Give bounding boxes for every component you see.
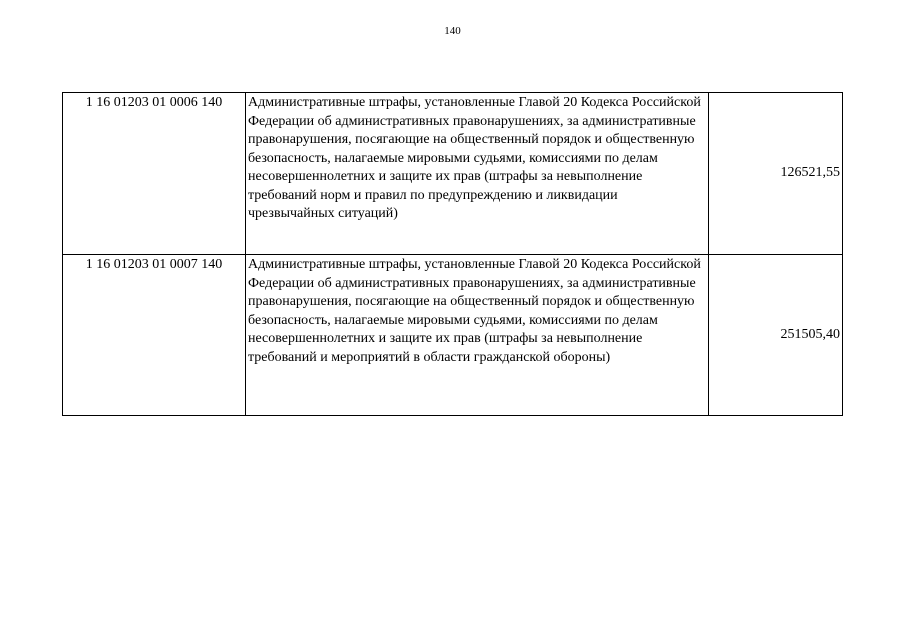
description-cell: Административные штрафы, установленные Главой 20 Кодекса Российской Федерации об административных правонарушениях, за административные правонарушения, посягающие на общественный порядок и общественную безопасность, налагаемые мировыми судьями, комиссиями по делам несовершеннолетних и защите их прав (штрафы за невыполнение требований норм и правил по предупреждению и ликвидации чрезвычайных ситуаций) [246,93,709,255]
description-cell: Административные штрафы, установленные Главой 20 Кодекса Российской Федерации об административных правонарушениях, за административные правонарушения, посягающие на общественный порядок и общественную безопасность, налагаемые мировыми судьями, комиссиями по делам несовершеннолетних и защите их прав (штрафы за невыполнение требований и мероприятий в области гражданской обороны) [246,255,709,416]
budget-code-cell: 1 16 01203 01 0006 140 [63,93,246,255]
revenue-table [62,92,843,416]
table-row [63,93,843,255]
table-row [63,255,843,416]
amount-cell: 126521,55 [709,93,843,255]
amount-cell: 251505,40 [709,255,843,416]
page-number: 140 [444,25,461,37]
budget-code-cell: 1 16 01203 01 0007 140 [63,255,246,416]
